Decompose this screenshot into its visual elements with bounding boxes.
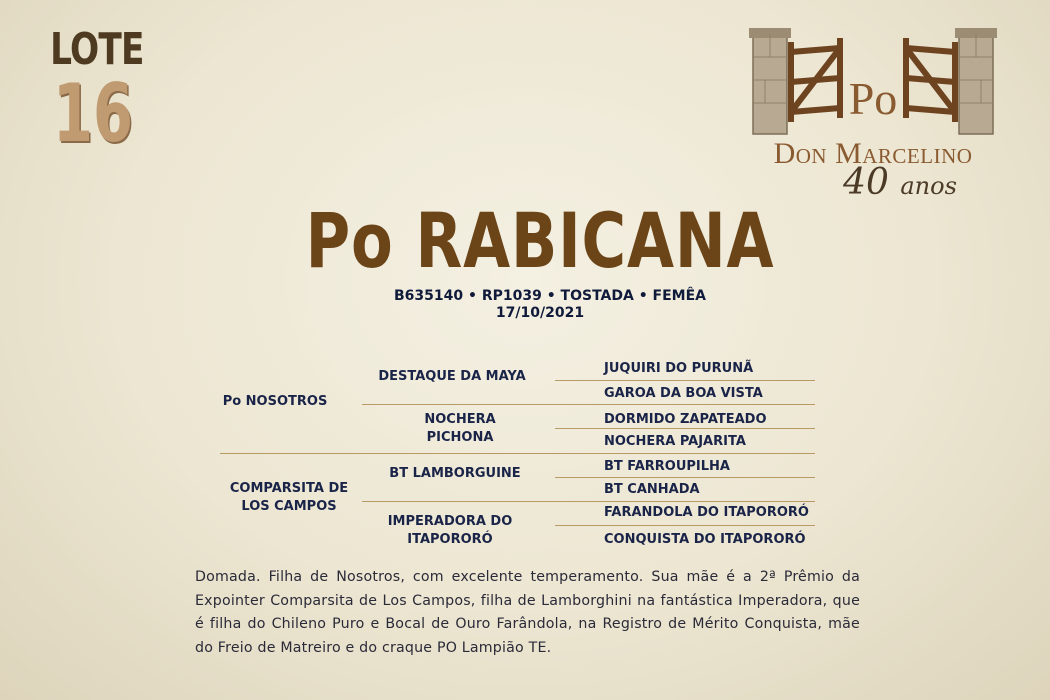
gate-icon bbox=[745, 22, 1005, 152]
dam-sire: BT LAMBORGUINE bbox=[389, 466, 521, 481]
divider bbox=[555, 428, 815, 429]
sire-sire: DESTAQUE DA MAYA bbox=[378, 369, 526, 384]
anos-number: 40 bbox=[843, 162, 889, 203]
gen3-item: BT FARROUPILHA bbox=[604, 459, 730, 474]
lot-number: 16 bbox=[52, 67, 134, 160]
gen3-item: BT CANHADA bbox=[604, 482, 700, 497]
sire: Po NOSOTROS bbox=[222, 394, 328, 409]
gen3-item: DORMIDO ZAPATEADO bbox=[604, 412, 767, 427]
gen3-item: FARANDOLA DO ITAPORORÓ bbox=[604, 505, 809, 520]
animal-name: Po RABICANA bbox=[305, 196, 775, 285]
divider bbox=[555, 525, 815, 526]
divider bbox=[555, 380, 815, 381]
birth-date: 17/10/2021 bbox=[495, 305, 585, 321]
lot-label: LOTE bbox=[50, 24, 144, 75]
gen3-item: CONQUISTA DO ITAPORORÓ bbox=[604, 532, 806, 547]
lot-badge bbox=[40, 24, 144, 160]
divider bbox=[220, 453, 815, 454]
registration-line: B635140 • RP1039 • TOSTADA • FEMÊA bbox=[394, 288, 706, 304]
sire-dam: NOCHERA PICHONA bbox=[424, 412, 496, 445]
gen3-item: NOCHERA PAJARITA bbox=[604, 434, 746, 449]
description: Domada. Filha de Nosotros, com excelente temperamento. Sua mãe é a 2ª Prêmio da Expointer Comparsita de Los Campos, filha de Lamborghini na fantástica Imperadora, que é filha do Chileno Puro e Bocal de Ouro Farândola, na Registro de Mérito Conquista, mãe do Freio de Matreiro e do craque PO Lampião TE. bbox=[195, 569, 860, 656]
ranch-gate-logo bbox=[745, 22, 1005, 212]
anos-word: anos bbox=[900, 172, 957, 200]
dam: COMPARSITA DE LOS CAMPOS bbox=[229, 481, 349, 514]
logo-brand: Don Marcelino bbox=[773, 137, 973, 170]
svg-text:Po: Po bbox=[848, 73, 898, 124]
divider bbox=[362, 501, 815, 502]
gen3-item: JUQUIRI DO PURUNÃ bbox=[604, 361, 754, 376]
dam-dam: IMPERADORA DO ITAPORORÓ bbox=[387, 514, 513, 547]
divider bbox=[555, 477, 815, 478]
divider bbox=[362, 404, 815, 405]
gen3-item: GAROA DA BOA VISTA bbox=[604, 386, 763, 401]
